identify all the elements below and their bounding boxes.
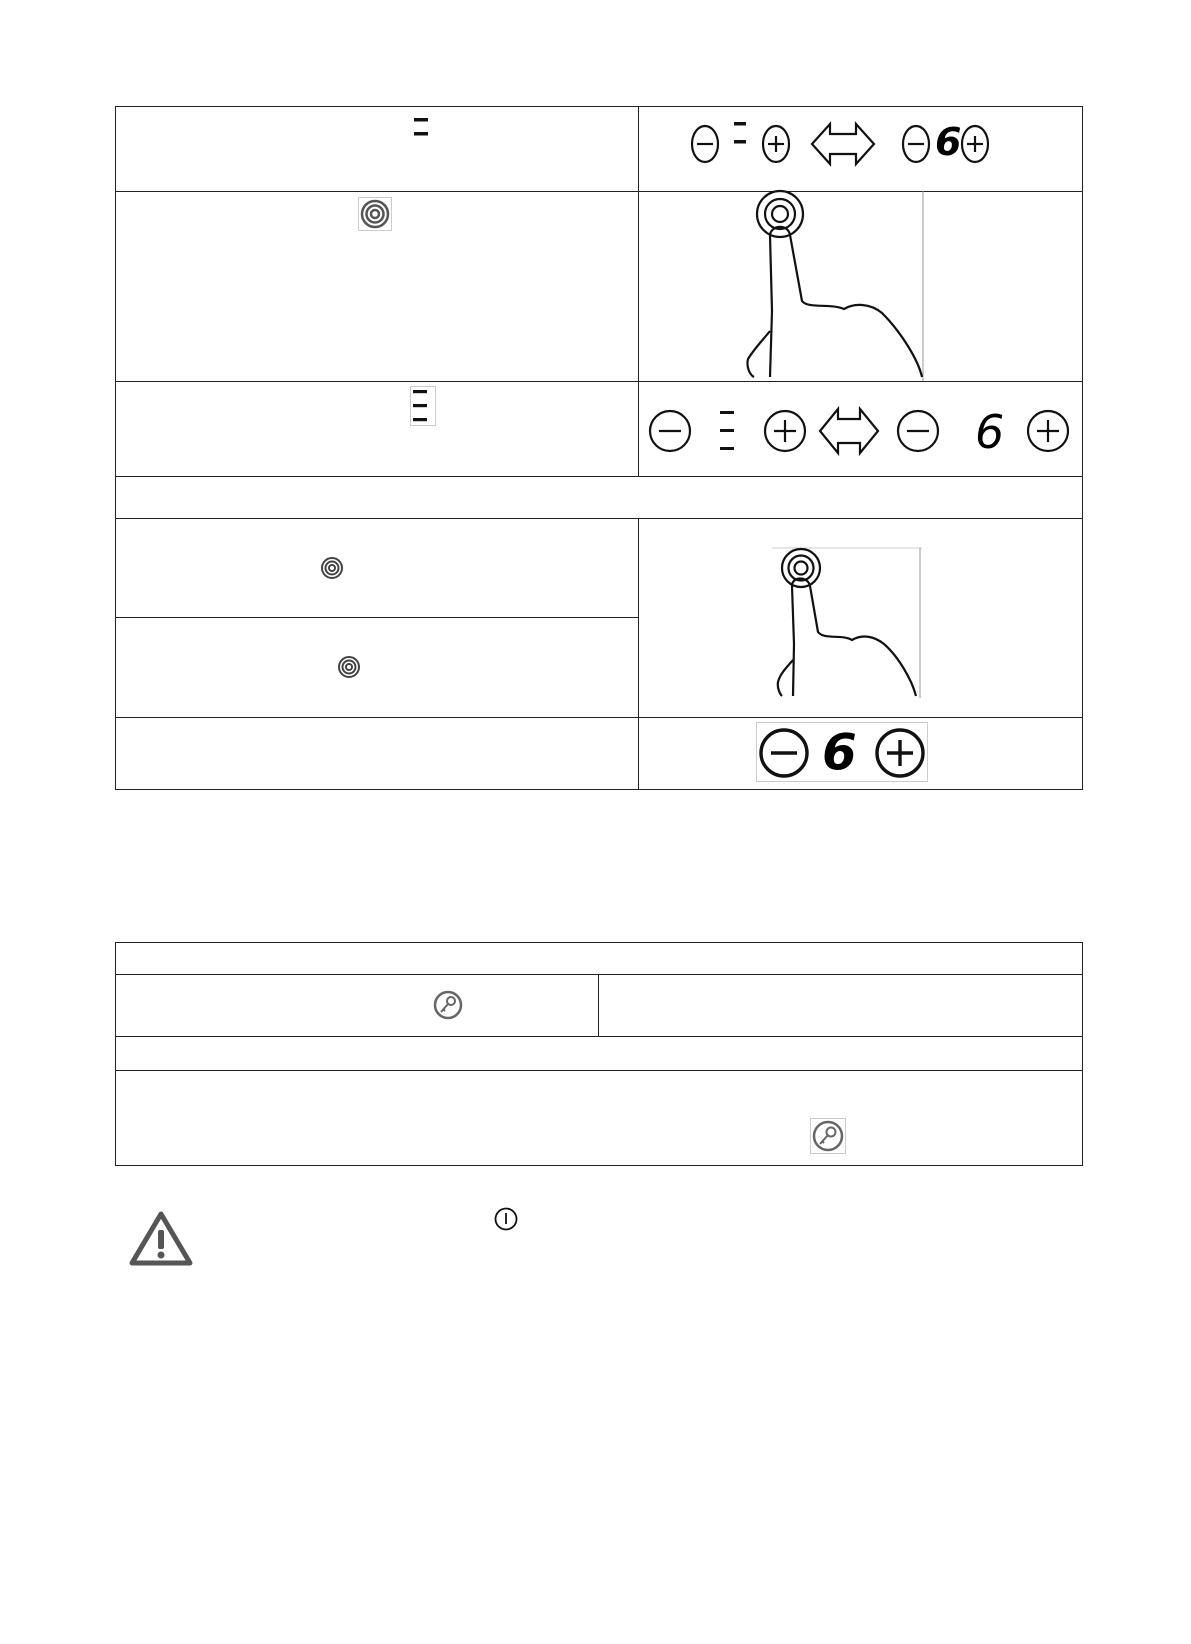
lock-table <box>115 942 1083 1166</box>
plus-oval-icon <box>960 126 990 166</box>
row-divider <box>115 191 1083 192</box>
column-divider <box>598 974 599 1036</box>
row-divider <box>115 717 1083 718</box>
column-divider <box>638 106 639 476</box>
zone-select-icon <box>337 655 361 679</box>
lock-key-icon <box>810 1118 846 1154</box>
finger-touch-illustration <box>772 548 922 698</box>
row-divider <box>115 518 1083 519</box>
zone-select-icon <box>320 556 344 580</box>
double-dash-display-icon <box>412 114 434 140</box>
row-divider <box>115 381 1083 382</box>
finger-touch-illustration <box>740 191 930 381</box>
row-divider <box>115 617 639 618</box>
row-divider <box>115 974 1083 975</box>
warning-triangle-icon <box>128 1210 194 1268</box>
zone-select-icon <box>358 197 392 231</box>
row-divider <box>115 1036 1083 1037</box>
level-display-cycle-large-illustration <box>648 405 1078 461</box>
level-digit: 6 <box>935 120 962 164</box>
power-icon <box>494 1207 518 1231</box>
row-divider <box>115 1070 1083 1071</box>
triple-dash-display-icon <box>410 386 436 426</box>
level-digit: 6 <box>975 405 1005 459</box>
row-divider <box>115 476 1083 477</box>
level-digit: 6 <box>822 723 857 781</box>
lock-key-icon <box>433 990 463 1020</box>
column-divider <box>638 518 639 790</box>
